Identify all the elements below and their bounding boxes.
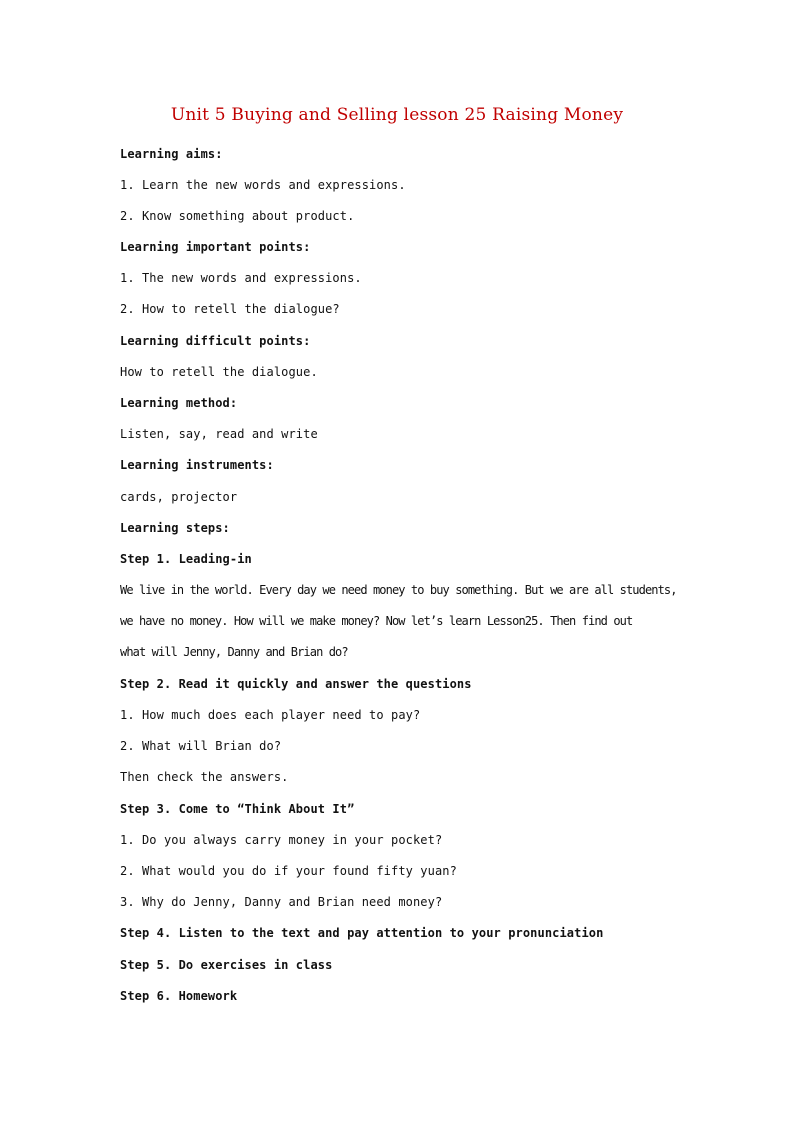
heading-difficult-points: Learning difficult points: — [120, 334, 311, 348]
step-3-heading: Step 3. Come to “Think About It” — [120, 802, 355, 816]
step-2-question-1: 1. How much does each player need to pay? — [120, 708, 421, 722]
step-2-heading: Step 2. Read it quickly and answer the questions — [120, 677, 472, 691]
heading-learning-method: Learning method: — [120, 396, 238, 410]
step-3-question-2: 2. What would you do if your found fifty yuan? — [120, 864, 457, 878]
step-5-heading: Step 5. Do exercises in class — [120, 958, 333, 972]
paragraph-line-1: We live in the world. Every day we need money to buy something. But we are all students, — [120, 583, 677, 597]
instruments-text: cards, projector — [120, 490, 238, 504]
heading-learning-instruments: Learning instruments: — [120, 458, 274, 472]
method-text: Listen, say, read and write — [120, 427, 318, 441]
important-item-2: 2. How to retell the dialogue? — [120, 302, 340, 316]
aim-item-1: 1. Learn the new words and expressions. — [120, 178, 406, 192]
step-6-heading: Step 6. Homework — [120, 989, 238, 1003]
step-3-question-3: 3. Why do Jenny, Danny and Brian need money? — [120, 895, 443, 909]
step-3-question-1: 1. Do you always carry money in your pocket? — [120, 833, 443, 847]
difficult-item: How to retell the dialogue. — [120, 365, 318, 379]
page-title: Unit 5 Buying and Selling lesson 25 Raising Money — [170, 105, 624, 125]
step-2-question-2: 2. What will Brian do? — [120, 739, 282, 753]
heading-important-points: Learning important points: — [120, 240, 311, 254]
step-1-heading: Step 1. Leading-in — [120, 552, 252, 566]
heading-learning-aims: Learning aims: — [120, 147, 223, 161]
step-1-paragraph — [120, 580, 680, 673]
step-2-check: Then check the answers. — [120, 770, 289, 784]
heading-learning-steps: Learning steps: — [120, 521, 230, 535]
aim-item-2: 2. Know something about product. — [120, 209, 355, 223]
step-4-heading: Step 4. Listen to the text and pay attention to your pronunciation — [120, 926, 604, 940]
important-item-1: 1. The new words and expressions. — [120, 271, 362, 285]
paragraph-line-2: we have no money. How will we make money? Now let’s learn Lesson25. Then find out — [120, 614, 633, 628]
paragraph-line-3: what will Jenny, Danny and Brian do? — [120, 645, 348, 659]
